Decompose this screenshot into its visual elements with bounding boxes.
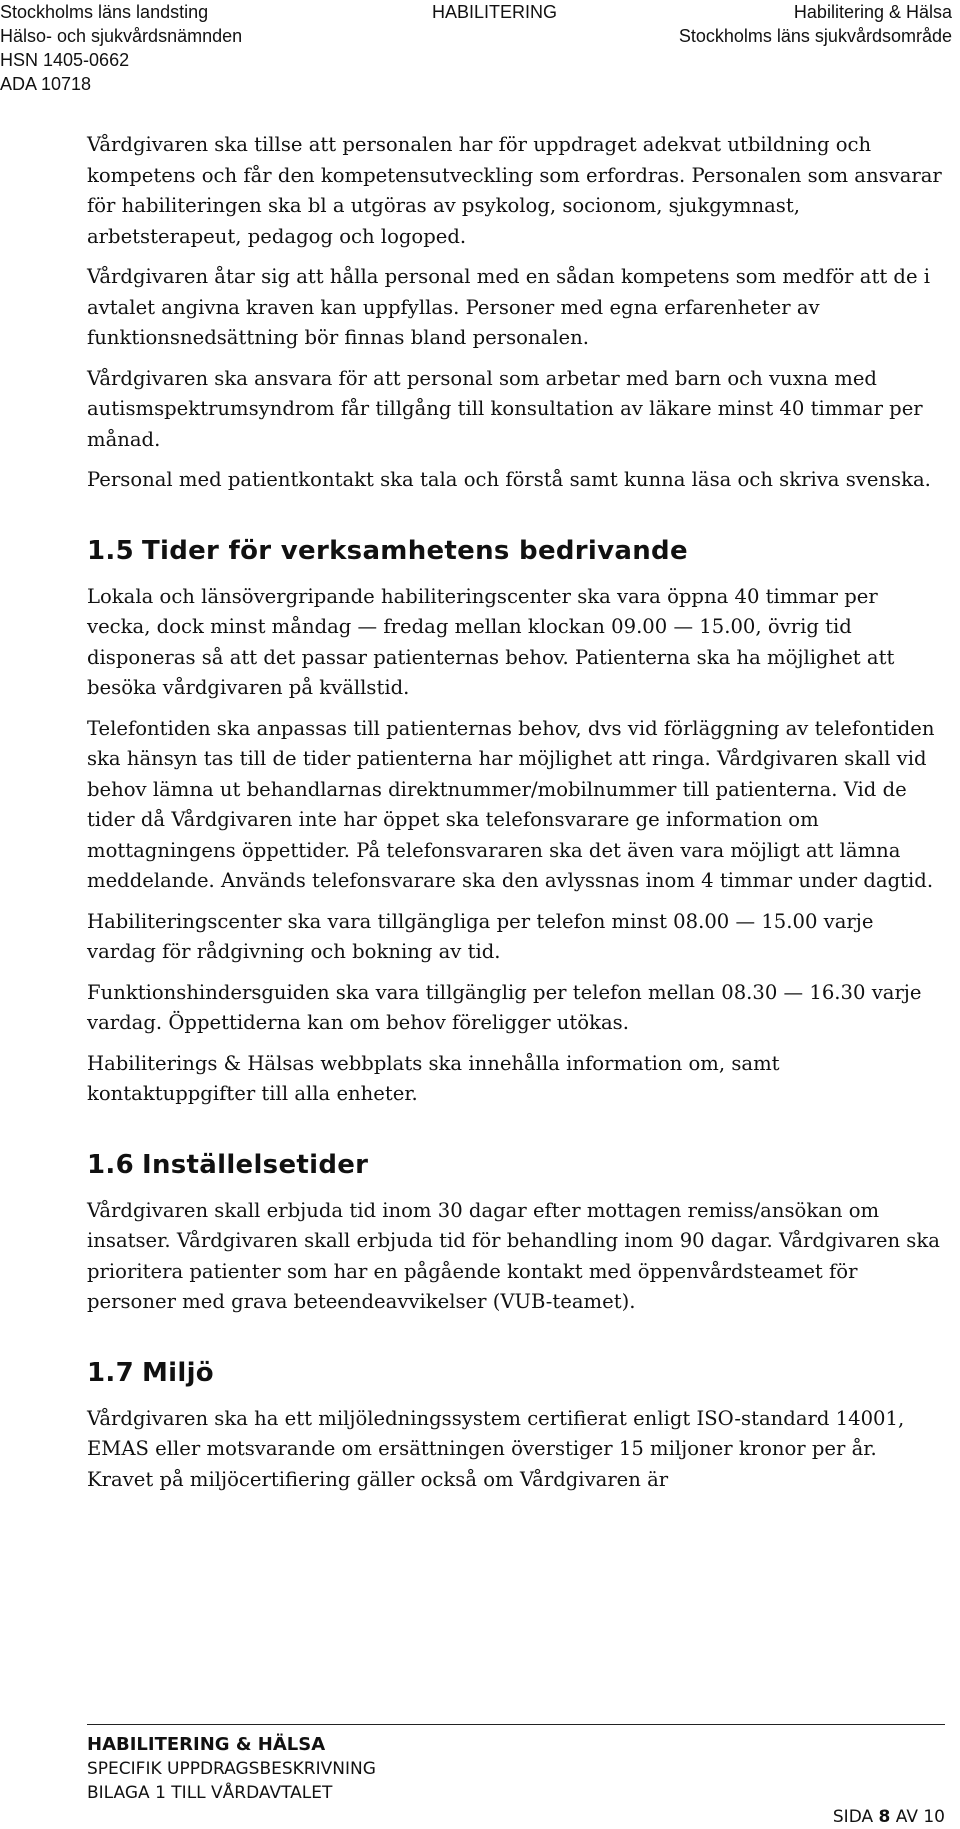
section-number: 1.5 — [87, 535, 134, 566]
section-title: Inställelsetider — [141, 1149, 369, 1180]
footer-organization: HABILITERING & HÄLSA — [87, 1734, 326, 1755]
page-number — [833, 1805, 945, 1829]
document-body — [87, 130, 945, 1505]
paragraph: Personal med patientkontakt ska tala och förstå samt kunna läsa och skriva svenska. — [87, 468, 931, 491]
header-unit: Habilitering & Hälsa — [793, 2, 952, 22]
section-heading — [87, 1148, 945, 1182]
paragraph: Habiliterings & Hälsas webbplats ska innehålla information om, samt kontaktuppgifter till alla enheter. — [87, 1051, 780, 1105]
footer-document-type: SPECIFIK UPPDRAGSBESKRIVNING — [87, 1759, 376, 1779]
section-number: 1.7 — [87, 1357, 134, 1388]
paragraph: Vårdgivaren åtar sig att hålla personal med en sådan kompetens som medför att de i avtalet angivna kraven kan uppfyllas. Personer med egna erfarenheter av funktionsnedsättning bör finnas bland personalen. — [87, 265, 931, 349]
intro-section — [87, 130, 945, 496]
page-prefix: SIDA — [832, 1807, 874, 1827]
header-area: Stockholms läns sjukvårdsområde — [678, 26, 952, 46]
paragraph: Vårdgivaren ska ha ett miljöledningssystem certifierat enligt ISO-standard 14001, EMAS eller motsvarande om ersättningen överstiger 15 miljoner kronor per år. Kravet på miljöcertifiering gäller också om Vårdgivaren är — [87, 1406, 905, 1491]
paragraph: Telefontiden ska anpassas till patienternas behov, dvs vid förläggning av telefontiden ska hänsyn tas till de tider patienterna har möjlighet att ringa. Vårdgivaren skall vid behov lämna ut behandlarnas direktnummer/mobilnummer till patienterna. Vid de tider då Vårdgivaren inte har öppet ska telefonsvarare ge information om mottagningens öppettider. På telefonsvararen ska det även vara möjligt att lämna meddelande. Används telefonsvarare ska den avlyssnas inom 4 timmar under dagtid. — [87, 716, 935, 892]
paragraph: Lokala och länsövergripande habiliteringscenter ska vara öppna 40 timmar per vecka, dock minst måndag — fredag mellan klockan 09.00 — 15.00, övrig tid disponeras så att det passar patienternas behov. Patienterna ska ha möjlighet att besöka vårdgivaren på kvällstid. — [87, 584, 895, 699]
section-1-5 — [87, 534, 945, 1110]
section-number: 1.6 — [87, 1149, 134, 1180]
header-hsn-number: HSN 1405-0662 — [0, 50, 130, 70]
paragraph: Habiliteringscenter ska vara tillgängliga per telefon minst 08.00 — 15.00 varje vardag för rådgivning och bokning av tid. — [87, 909, 874, 963]
page-current: 8 — [878, 1807, 891, 1827]
paragraph: Vårdgivaren skall erbjuda tid inom 30 dagar efter mottagen remiss/ansökan om insatser. Vårdgivaren skall erbjuda tid för behandling inom 90 dagar. Vårdgivaren ska prioritera patienter som har en pågående kontakt med öppenvårdsteamet för personer med grava beteendeavvikelser (VUB-teamet). — [87, 1198, 940, 1313]
page-total: 10 — [923, 1807, 945, 1827]
page-separator: AV — [895, 1807, 918, 1827]
page-footer — [87, 1724, 945, 1827]
section-heading — [87, 1356, 945, 1390]
header-committee: Hälso- och sjukvårdsnämnden — [0, 26, 243, 46]
header-center-title: HABILITERING — [432, 2, 558, 22]
section-1-6 — [87, 1148, 945, 1318]
section-title: Miljö — [141, 1357, 214, 1388]
section-title: Tider för verksamhetens bedrivande — [141, 535, 688, 566]
header-ada-number: ADA 10718 — [0, 74, 92, 94]
header-left — [0, 0, 242, 96]
paragraph: Funktionshindersguiden ska vara tillgänglig per telefon mellan 08.30 — 16.30 varje vardag. Öppettiderna kan om behov föreligger utökas. — [87, 980, 922, 1034]
header-organization: Stockholms läns landsting — [0, 2, 209, 22]
section-1-7 — [87, 1356, 945, 1496]
section-heading — [87, 534, 945, 568]
header-right — [679, 0, 952, 48]
paragraph: Vårdgivaren ska ansvara för att personal som arbetar med barn och vuxna med autismspektrumsyndrom får tillgång till konsultation av läkare minst 40 timmar per månad. — [87, 366, 923, 451]
footer-attachment: BILAGA 1 TILL VÅRDAVTALET — [87, 1783, 333, 1803]
page-header — [0, 0, 960, 92]
paragraph: Vårdgivaren ska tillse att personalen har för uppdraget adekvat utbildning och kompetens och får den kompetensutveckling som erfordras. Personalen som ansvarar för habiliteringen ska bl a utgöras av psykolog, socionom, sjukgymnast, arbetsterapeut, pedagog och logoped. — [87, 133, 942, 248]
